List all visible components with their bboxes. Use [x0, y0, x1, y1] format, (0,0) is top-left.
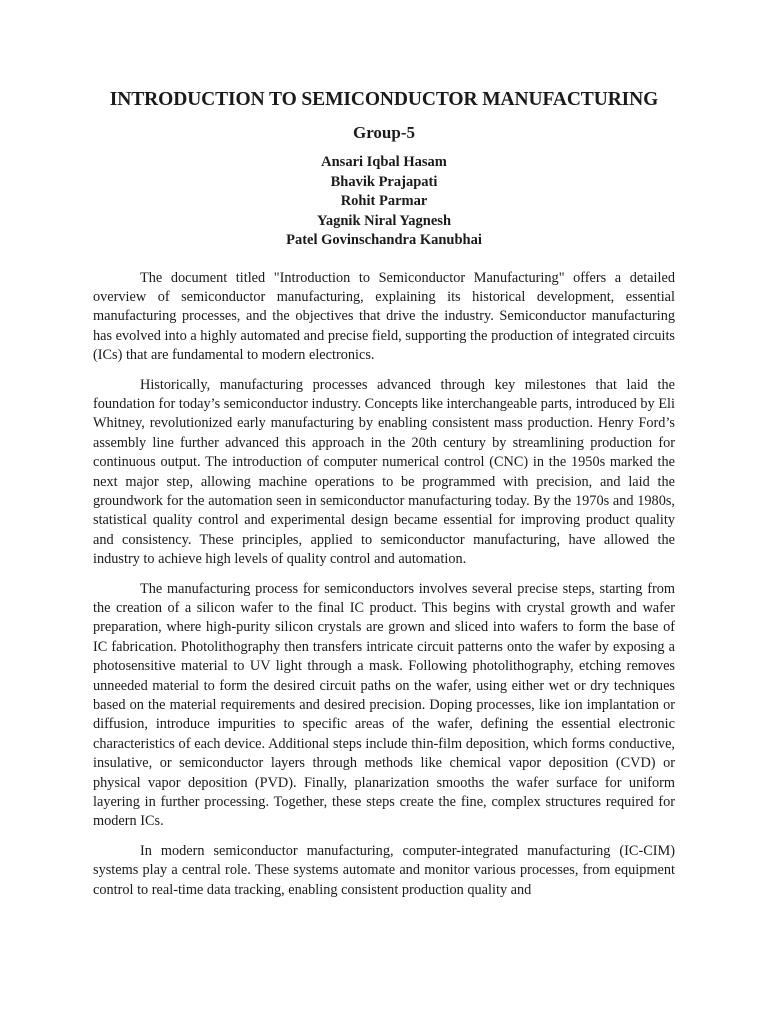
body-paragraph-process: The manufacturing process for semiconductors involves several precise steps, starting from the creation of a silicon wafer to the final IC product. This begins with crystal growth and wafer preparation, where high-purity silicon crystals are grown and sliced into wafers to form the base of IC fabrication. Photolithography then transfers intricate circuit patterns onto the wafer by exposing a photosensitive material to UV light through a mask. Following photolithography, etching removes unneeded material to form the desired circuit paths on the wafer, using either wet or dry techniques based on the material requirements and desired precision. Doping processes, like ion implantation or diffusion, introduce impurities to specific areas of the wafer, defining the essential electronic characteristics of each device. Additional steps include thin-film deposition, which forms conductive, insulative, or semiconductor layers through methods like chemical vapor deposition (CVD) or physical vapor deposition (PVD). Finally, planarization smooths the wafer surface for uniform layering in further processing. Together, these steps create the fine, complex structures required for modern ICs. [93, 580, 675, 830]
author-list [93, 153, 675, 251]
author-name: Bhavik Prajapati [330, 173, 438, 190]
author-name: Rohit Parmar [340, 193, 428, 209]
document-body [93, 269, 675, 901]
group-label: Group-5 [352, 123, 416, 142]
document-title: INTRODUCTION TO SEMICONDUCTOR MANUFACTURING [109, 89, 659, 110]
body-paragraph-ic-cim: In modern semiconductor manufacturing, computer-integrated manufacturing (IC-CIM) systems play a central role. These systems automate and monitor various processes, from equipment control to real-time data tracking, enabling consistent production quality and [93, 842, 675, 898]
body-paragraph-history: Historically, manufacturing processes advanced through key milestones that laid the foundation for today’s semiconductor industry. Concepts like interchangeable parts, introduced by Eli Whitney, revolutionized early manufacturing by enabling consistent mass production. Henry Ford’s assembly line further advanced this approach in the 20th century by streamlining production for continuous output. The introduction of computer numerical control (CNC) in the 1950s marked the next major step, allowing machine operations to be programmed with precision, and laid the groundwork for the automation seen in semiconductor manufacturing today. By the 1970s and 1980s, statistical quality control and experimental design became essential for improving product quality and consistency. These principles, applied to semiconductor manufacturing, have allowed the industry to achieve high levels of quality control and automation. [93, 376, 675, 568]
author-name: Patel Govinschandra Kanubhai [286, 232, 482, 248]
body-paragraph-intro: The document titled "Introduction to Semiconductor Manufacturing" offers a detailed overview of semiconductor manufacturing, explaining its historical development, essential manufacturing processes, and the objectives that drive the industry. Semiconductor manufacturing has evolved into a highly automated and precise field, supporting the production of integrated circuits (ICs) that are fundamental to modern electronics. [93, 269, 675, 364]
author-name: Ansari Iqbal Hasam [321, 154, 447, 170]
author-name: Yagnik Niral Yagnesh [316, 212, 452, 229]
